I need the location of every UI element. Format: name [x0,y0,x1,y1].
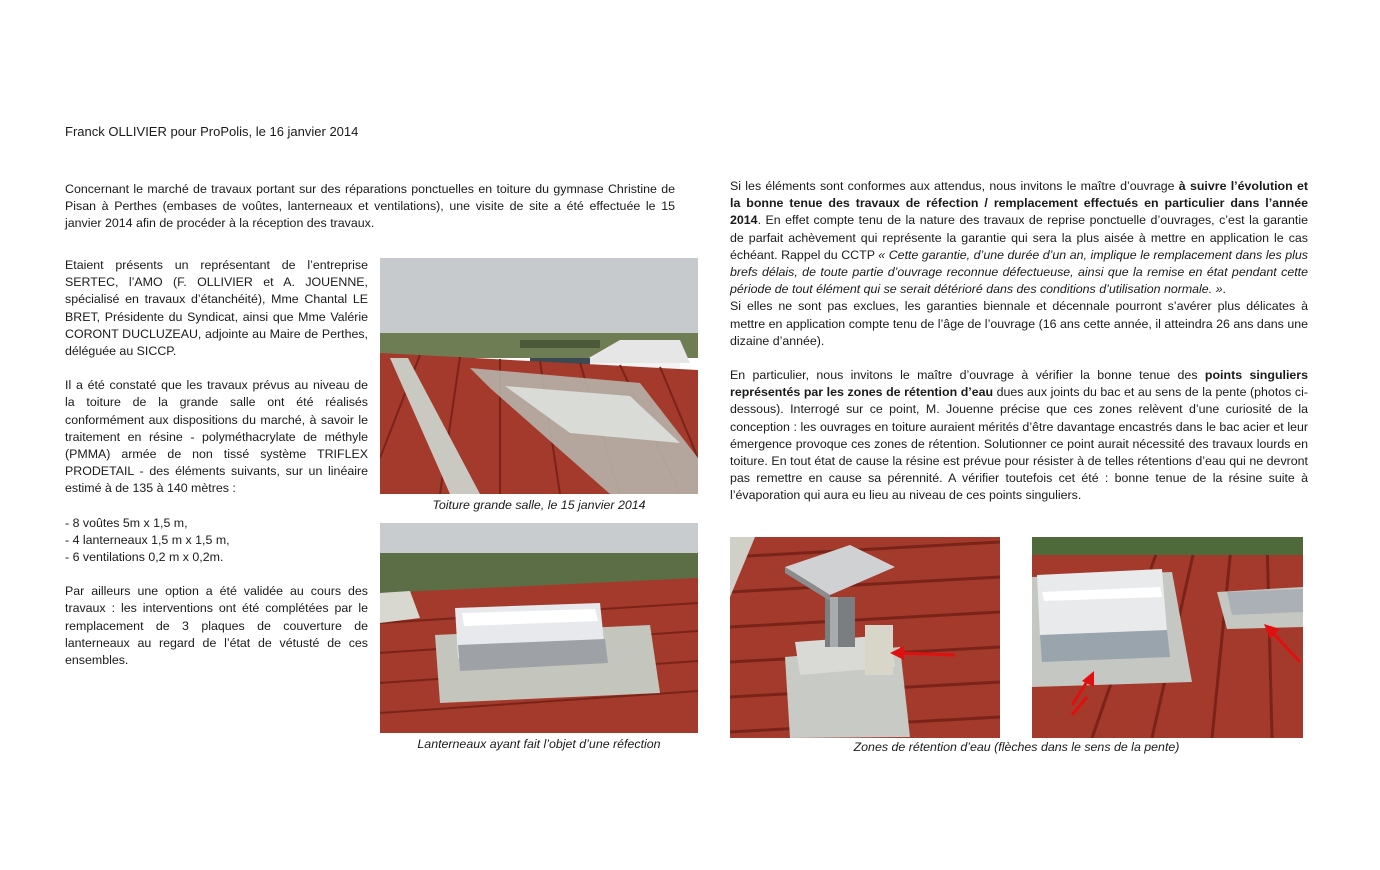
photo2-caption: Lanterneaux ayant fait l’objet d’une réfection [417,737,661,751]
warranty-paragraph: Si elles ne sont pas exclues, les garanties biennale et décennale pourront s’avérer plus délicates à mettre en application compte tenu de l’âge de l’ouvrage (16 ans cette année, il atteindra 26 ans dans une dizaine d’année). [730,299,1308,348]
photo-skylight-retention [1032,537,1303,738]
text-run: Si les éléments sont conformes aux attendus, nous invitons le maître d’ouvrage [730,179,1179,193]
right-column [730,178,1308,505]
left-column [65,257,368,686]
text-run: dues aux joints du bac et au sens de la pente (photos ci-dessous). Interrogé sur ce point, M. Jouenne précise que ces zones relèvent d’une curiosité de la conception : les ouvrages en toiture auraient mérités d’être davantage encastrés dans le bac acier et leur émergence provoque ces zones de rétention. Solutionner ce point aurait nécessité des travaux lourds en toiture. En tout état de cause la résine est prévue pour résister à de telles rétentions d’eau qui ne devront pas remettre en cause sa pérennité. A vérifier toutefois cet été : bonne tenue de la résine suite à l’évaporation qui aura eu lieu au niveau de ces points singuliers. [730,385,1308,503]
attendees-paragraph: Etaient présents un représentant de l’entreprise SERTEC, l’AMO (F. OLLIVIER et A. JOUENNE, spécialisé en travaux d’étanchéité), Mme Chantal LE BRET, Présidente du Syndicat, ainsi que Mme Valérie CORONT DUCLUZEAU, adjointe au Maire de Perthes, déléguée au SICCP. [65,258,368,359]
text-run-bold: à suivre l’évolution et la bonne tenue des travaux de réfection / remplacement effectués en particulier dans l’année 2014 [730,179,1308,228]
text-run: En particulier, nous invitons le maître d’ouvrage à vérifier la bonne tenue des [730,368,1205,383]
photos-retention-caption: Zones de rétention d’eau (flèches dans le sens de la pente) [853,740,1180,754]
works-paragraph: Il a été constaté que les travaux prévus au niveau de la toiture de la grande salle ont été réalisés conformément aux dispositions du marché, à savoir le traitement en résine - polyméthacrylate de méthyle (PMMA) armée de non tissé système TRIFLEX PRODETAIL - des éléments suivants, sur un linéaire estimé à de 135 à 140 mètres : [65,378,368,496]
singular-points-paragraph [730,367,1308,505]
cctp-quote: « Cette garantie, d’une durée d’un an, implique le remplacement dans les plus brefs délais, de toute partie d’ouvrage reconnue défectueuse, ainsi que la remise en état pendant cette période de tout élément qui se serait détérioré dans des conditions d’utilisation normale. » [730,247,1309,297]
spacer [730,350,1308,367]
photo-ventilation-retention [730,537,1000,738]
intro-paragraph: Concernant le marché de travaux portant sur des réparations ponctuelles en toiture du gymnase Christine de Pisan à Perthes (embases de voûtes, lanterneaux et ventilations), une visite de site a été effectuée le 15 janvier 2014 afin de procéder à la réception des travaux. [65,182,675,231]
document-header: Franck OLLIVIER pour ProPolis, le 16 janvier 2014 [65,124,359,139]
list-item: - 8 voûtes 5m x 1,5 m, [65,515,188,530]
guarantee-paragraph [730,178,1308,298]
photo1-caption: Toiture grande salle, le 15 janvier 2014 [432,498,646,512]
photo-skylights [380,523,698,733]
text-run: . [1222,282,1226,297]
option-paragraph: Par ailleurs une option a été validée au cours des travaux : les interventions ont été complétées par le remplacement de 3 plaques de couverture de lanterneaux au regard de l’état de vétusté de ces ensembles. [65,584,368,668]
text-run-bold: points singuliers représentés par les zones de rétention d’eau [730,368,1309,400]
photo-roof-main-hall [380,258,698,494]
works-list [65,515,368,567]
list-item: - 4 lanterneaux 1,5 m x 1,5 m, [65,532,230,547]
text-run: . En effet compte tenu de la nature des travaux de reprise ponctuelle d’ouvrages, c’est la garantie de parfait achèvement qui représente la garantie qui sera la plus aisée à mettre en application le cas échéant. Rappel du CCTP [730,213,1308,262]
list-item: - 6 ventilations 0,2 m x 0,2m. [65,550,224,565]
